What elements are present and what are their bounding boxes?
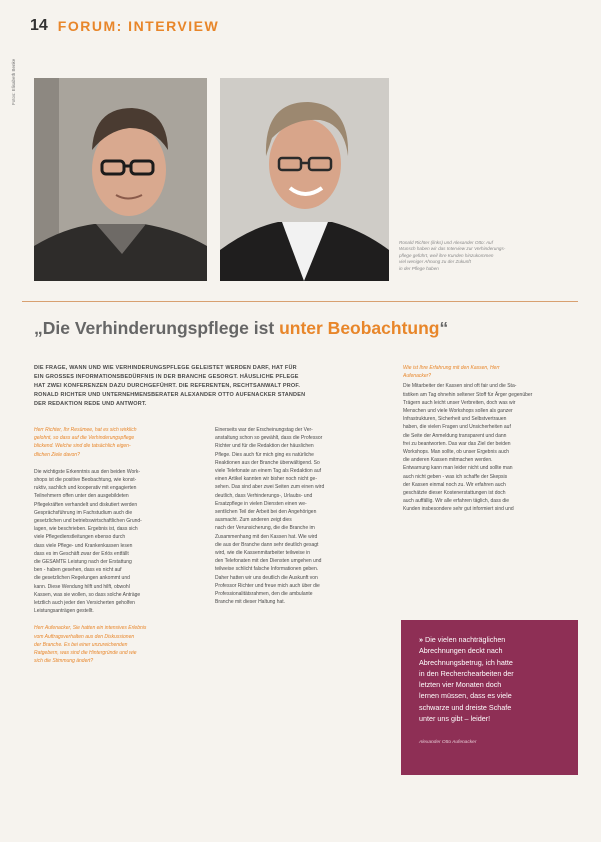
body-line: teilweise schlicht falsche Informationen geben. (215, 566, 319, 573)
question-line: Ratgebern, was sind die Hintergründe und wie (34, 650, 137, 657)
answer-line: die GESAMTE Leistung nach der Erstattung (34, 559, 132, 566)
pull-quote-text (419, 634, 562, 724)
quote-line: in den Recherchearbeiten der (419, 668, 514, 678)
question-3 (403, 364, 573, 380)
answer-line: gesetzlichen und betriebswirtschaftlichen Grund- (34, 518, 142, 525)
answer-line: kann. Diese Wendung hilft und hilft, obwohl (34, 583, 130, 590)
answer-line: die Seite der Anmeldung transparent und dann (403, 432, 507, 439)
caption-line: in der Pflege haben (399, 265, 439, 271)
body-line: nach der Verunsicherung, die die Branche im (215, 525, 315, 532)
answer-line: geschätzte dieser Kostenerstattungen ist doch (403, 490, 506, 497)
answer-line: Kassen, was sie wollen, so dass solche Anträge (34, 591, 141, 598)
answer-line: lagen, wie beschrieben. Ergebnis ist, dass sich (34, 526, 138, 533)
caption-line: viel weniger Ahnung zu der Zukunft (399, 259, 471, 265)
body-line: Daher hatten wir uns deutlich die Auskunft von (215, 574, 318, 581)
answer-line: Menschen und viele Workshops sollen als ganzer (403, 408, 513, 415)
body-line: ausmacht. Zum anderen zeigt dies (215, 517, 292, 524)
body-line: Pflege. Dies auch für mich ging es natürliche (215, 451, 314, 458)
question-line: Herr Aufenacker, Sie hatten ein intensives Erlebnis (34, 625, 147, 632)
question-line: gelohnt, so dass auf die Verhinderungspflege (34, 435, 135, 442)
photo-alexander-otto (220, 78, 389, 281)
question-line: vom Auftragsverhalten aus den Diskussionen (34, 633, 135, 640)
portrait-illustration (34, 78, 207, 281)
answer-line: Entwarnung kann man leider nicht und sollte man (403, 465, 513, 472)
question-2 (34, 624, 204, 665)
headline-suffix: “ (439, 318, 449, 338)
body-line: sentlichen Teil der Arbeit bei den Angehörigen (215, 509, 317, 516)
answer-line: Gesprächsführung im Fachstudium auch die (34, 509, 133, 516)
answer-3 (403, 382, 573, 513)
answer-line: auch auffällig. Wir alle erfahren täglich, dass die (403, 498, 510, 505)
answer-line: auch nicht geben - was ich schaffe der Skepsis (403, 473, 508, 480)
body-line: Richter und für die Redaktion der häuslichen (215, 443, 314, 450)
body-line: deutlich, dass Verhinderungs-, Urlaubs- und (215, 492, 313, 499)
body-line: die aus der Branche dann sehr deutlich gesagt (215, 541, 319, 548)
headline-accent: unter Beobachtung (279, 318, 440, 338)
answer-line: die anderen Kassen mitmachen werden. (403, 457, 493, 464)
answer-1 (34, 468, 204, 616)
body-line: anstaltung schon so gewählt, dass die Professor (215, 435, 323, 442)
article-intro (34, 364, 389, 409)
divider-rule (22, 301, 578, 302)
pull-quote (401, 620, 578, 775)
answer-line: ben - haben gesehen, dass es nicht auf (34, 567, 122, 574)
answer-line: Die wichtigste Erkenntnis aus den beiden Work- (34, 468, 141, 475)
answer-line: der Kassen einmal noch zu. Wir erfahren auch (403, 481, 506, 488)
body-line: Reaktionen aus der Branche überwältigend. So (215, 459, 320, 466)
body-line: Einerseits war der Erscheinungstag der Ver- (215, 427, 313, 433)
answer-line: letztlich auch jeder den Versicherten geholfen (34, 600, 135, 607)
article-headline (34, 318, 448, 339)
answer-line: tistiken am Tag ohnehin seltener Stoff für Ärger gegenüber (403, 391, 533, 398)
body-line: Zusammenhang mit den Kassen hat. Wie wird (215, 533, 318, 540)
answer-line: Infrastrukturen, Sicherheit und Selbstvertrauen (403, 416, 507, 423)
question-line: blickend. Welche sind die tatsächlich eigen- (34, 443, 131, 450)
answer-line: shops ist die positive Beobachtung, wie konst- (34, 477, 137, 484)
pull-quote-author: Alexander Otto Aufenacker (419, 740, 477, 746)
answer-line: Pflegekräften verhandelt und diskutiert werden (34, 501, 138, 508)
answer-line: viele Pflegedienstleitungen ebenso durch (34, 534, 126, 541)
question-line: Herr Richter, Ihr Resümee, hat es sich wirklich (34, 427, 137, 433)
body-line: Ersatzpflege in vielen Diensten einen we- (215, 500, 307, 507)
answer-line: ruktiv, sachlich und kooperativ mit engagierten (34, 485, 137, 492)
quote-line: schwarze und dreiste Schafe (419, 702, 512, 712)
section-label: FORUM: INTERVIEW (57, 18, 220, 34)
question-1 (34, 426, 204, 459)
portrait-illustration (220, 78, 389, 281)
answer-line: dass es im Geschäft zwar der Erlös entfällt (34, 550, 129, 557)
answer-line: Leistungsanträgen gestellt. (34, 608, 94, 615)
intro-line: RONALD RICHTER UND UNTERNEHMENSBERATER ALEXANDER OTTO AUFENACKER STANDEN (34, 391, 306, 398)
body-line: einen Artikel kannten wir bisher noch nicht ge- (215, 476, 318, 483)
text-column-3 (403, 364, 573, 523)
body-line: sehen. Das sind aber zwei Seiten zum einen wird (215, 484, 325, 491)
quote-line: Abrechnungsbetrug, ich hatte (419, 657, 513, 667)
answer-line: die gesetzlichen Regelungen ankommt und (34, 575, 130, 582)
answer-line: frei zu beantworten. Das war das Ziel der beiden (403, 440, 511, 447)
question-line: der Branche. Es bei einer unzureichenden (34, 641, 128, 648)
question-line: dlichen Ziele davon? (34, 451, 80, 458)
quote-line: letzten vier Monaten doch (419, 680, 502, 690)
answer-line: dass viele Pflege- und Krankenkassen lesen (34, 542, 133, 549)
intro-line: DER REDAKTION REDE UND ANTWORT. (34, 400, 147, 407)
quote-mark-icon: » (419, 635, 423, 644)
body-line: wird, wie die Kassenmitarbeiter teilweise in (215, 550, 311, 557)
answer-line: Trägern auch leicht unser Verbreiten, doch was wir (403, 399, 516, 406)
quote-line: lernen müssen, dass es viele (419, 691, 512, 701)
caption-line: Ronald Richter (links) und Alexander Otto: Auf (399, 240, 493, 245)
answer-line: Workshops. Man sollte, ob unser Ergebnis auch (403, 449, 510, 456)
answer-line: Teilnehmern offen unter den ausgebildeten (34, 493, 129, 500)
text-column-1 (34, 426, 204, 674)
quote-line: Die vielen nachträglichen (425, 635, 506, 644)
page-number: 14 (30, 17, 48, 34)
photo-ronald-richter (34, 78, 207, 281)
caption-line: Wunsch haben wir das Interview zur Verhinderungs- (399, 246, 506, 252)
question-line: Aufenacker? (403, 373, 432, 380)
headline-prefix: „Die Verhinderungspflege ist (34, 318, 280, 338)
body-line: den Telefonaten mit den Diensten umgehen und (215, 558, 322, 565)
caption-line: pflege geführt, weil ihre Kunden hinzukommen (399, 252, 494, 258)
question-line: sich die Stimmung ändert? (34, 658, 94, 665)
body-line: Branche mit dieser Haltung hat. (215, 599, 286, 606)
answer-line: Die Mitarbeiter der Kassen sind oft fair und die Sta- (403, 383, 517, 390)
body-line: Professor Richter und freue mich auch über die (215, 582, 320, 589)
body-line: viele Telefonate an einem Tag als Redaktion auf (215, 468, 321, 475)
intro-line: DIE FRAGE, WANN UND WIE VERHINDERUNGSPFLEGE GELEISTET WERDEN DARF, HAT FÜR (34, 365, 297, 371)
quote-line: Abrechnungen deckt nach (419, 646, 503, 656)
quote-line: unter uns gibt – leider! (419, 714, 491, 724)
intro-line: HAT ZWEI KONFERENZEN DAZU DURCHGEFÜHRT. DIE REFERENTEN, RECHTSANWALT PROF. (34, 382, 301, 389)
answer-line: haben, die vielen Fragen und Unsicherheiten auf (403, 424, 511, 431)
intro-line: EIN GROSSES INFORMATIONSBEDÜRFNIS IN DER BRANCHE GESORGT. HÄUSLICHE PFLEGE (34, 373, 299, 380)
page-header (30, 16, 219, 36)
photo-caption (399, 240, 571, 272)
answer-line: Kunden insbesondere sehr gut informiert sind und (403, 506, 514, 513)
body-line: Professionalitätsrahmen, den die ambulante (215, 591, 313, 598)
photo-credit: Fotos: Elisabeth Benke (11, 58, 16, 105)
question-line: Wie ist Ihre Erfahrung mit den Kassen, Herr (403, 365, 500, 371)
text-column-2 (215, 426, 391, 606)
